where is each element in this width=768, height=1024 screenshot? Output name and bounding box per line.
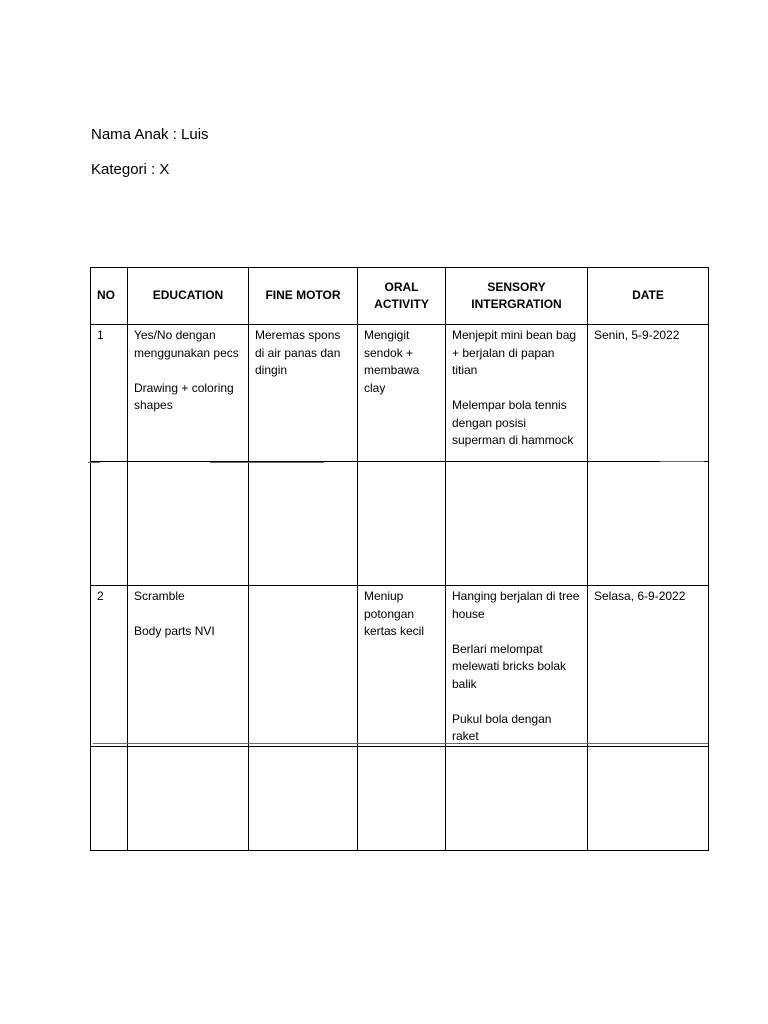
child-name-label: Nama Anak : Luis (91, 126, 209, 143)
category-label: Kategori : X (91, 161, 170, 178)
activity-text: Meniup potongan kertas kecil (364, 589, 425, 638)
cell-sensory-integration (446, 462, 588, 586)
table-row (91, 746, 709, 850)
activity-text: Yes/No dengan menggunakan pecs (134, 328, 239, 360)
column-header-fine-motor: FINE MOTOR (249, 268, 358, 325)
activity-text: Melempar bola tennis dengan posisi superman di hammock (452, 398, 574, 447)
column-header-oral-activity: ORAL ACTIVITY (358, 268, 446, 325)
cell-education (128, 586, 249, 747)
table-row (91, 586, 709, 747)
column-header-education: EDUCATION (128, 268, 249, 325)
cell-fine-motor (249, 325, 358, 462)
column-header-sensory-integration: SENSORY INTERGRATION (446, 268, 588, 325)
column-header-date: DATE (588, 268, 709, 325)
scan-line (93, 743, 708, 744)
cell-date (588, 462, 709, 586)
cell-no: 1 (91, 325, 128, 462)
activity-text: Body parts NVI (134, 624, 215, 638)
activity-text: Meremas spons di air panas dan dingin (255, 328, 341, 377)
cell-date: Senin, 5-9-2022 (588, 325, 709, 462)
cell-date (588, 746, 709, 850)
table-header-row (91, 268, 709, 325)
table-row (91, 325, 709, 462)
cell-education (128, 325, 249, 462)
cell-no: 2 (91, 586, 128, 747)
therapy-schedule-table (90, 267, 709, 851)
table-row (91, 462, 709, 586)
cell-education (128, 746, 249, 850)
activity-text: Mengigit sendok + membawa clay (364, 328, 420, 395)
cell-oral-activity (358, 462, 446, 586)
scan-line (210, 462, 324, 463)
cell-date: Selasa, 6-9-2022 (588, 586, 709, 747)
cell-oral-activity (358, 746, 446, 850)
cell-no (91, 462, 128, 586)
cell-education (128, 462, 249, 586)
cell-fine-motor (249, 586, 358, 747)
activity-text: Berlari melompat melewati bricks bolak balik (452, 641, 567, 691)
activity-text: Drawing + coloring shapes (134, 380, 234, 412)
cell-sensory-integration (446, 746, 588, 850)
scan-line (88, 462, 100, 463)
activity-text: Hanging berjalan di tree house (452, 589, 580, 621)
cell-sensory-integration (446, 325, 588, 462)
activity-text: Pukul bola dengan raket (452, 711, 552, 743)
cell-fine-motor (249, 746, 358, 850)
cell-oral-activity (358, 325, 446, 462)
cell-oral-activity (358, 586, 446, 747)
activity-text: Menjepit mini bean bag + berjalan di papan titian (452, 328, 577, 377)
column-header-no: NO (91, 268, 128, 325)
activity-text: Scramble (134, 589, 185, 603)
cell-sensory-integration (446, 586, 588, 747)
scan-line (660, 461, 704, 462)
cell-fine-motor (249, 462, 358, 586)
cell-no (91, 746, 128, 850)
